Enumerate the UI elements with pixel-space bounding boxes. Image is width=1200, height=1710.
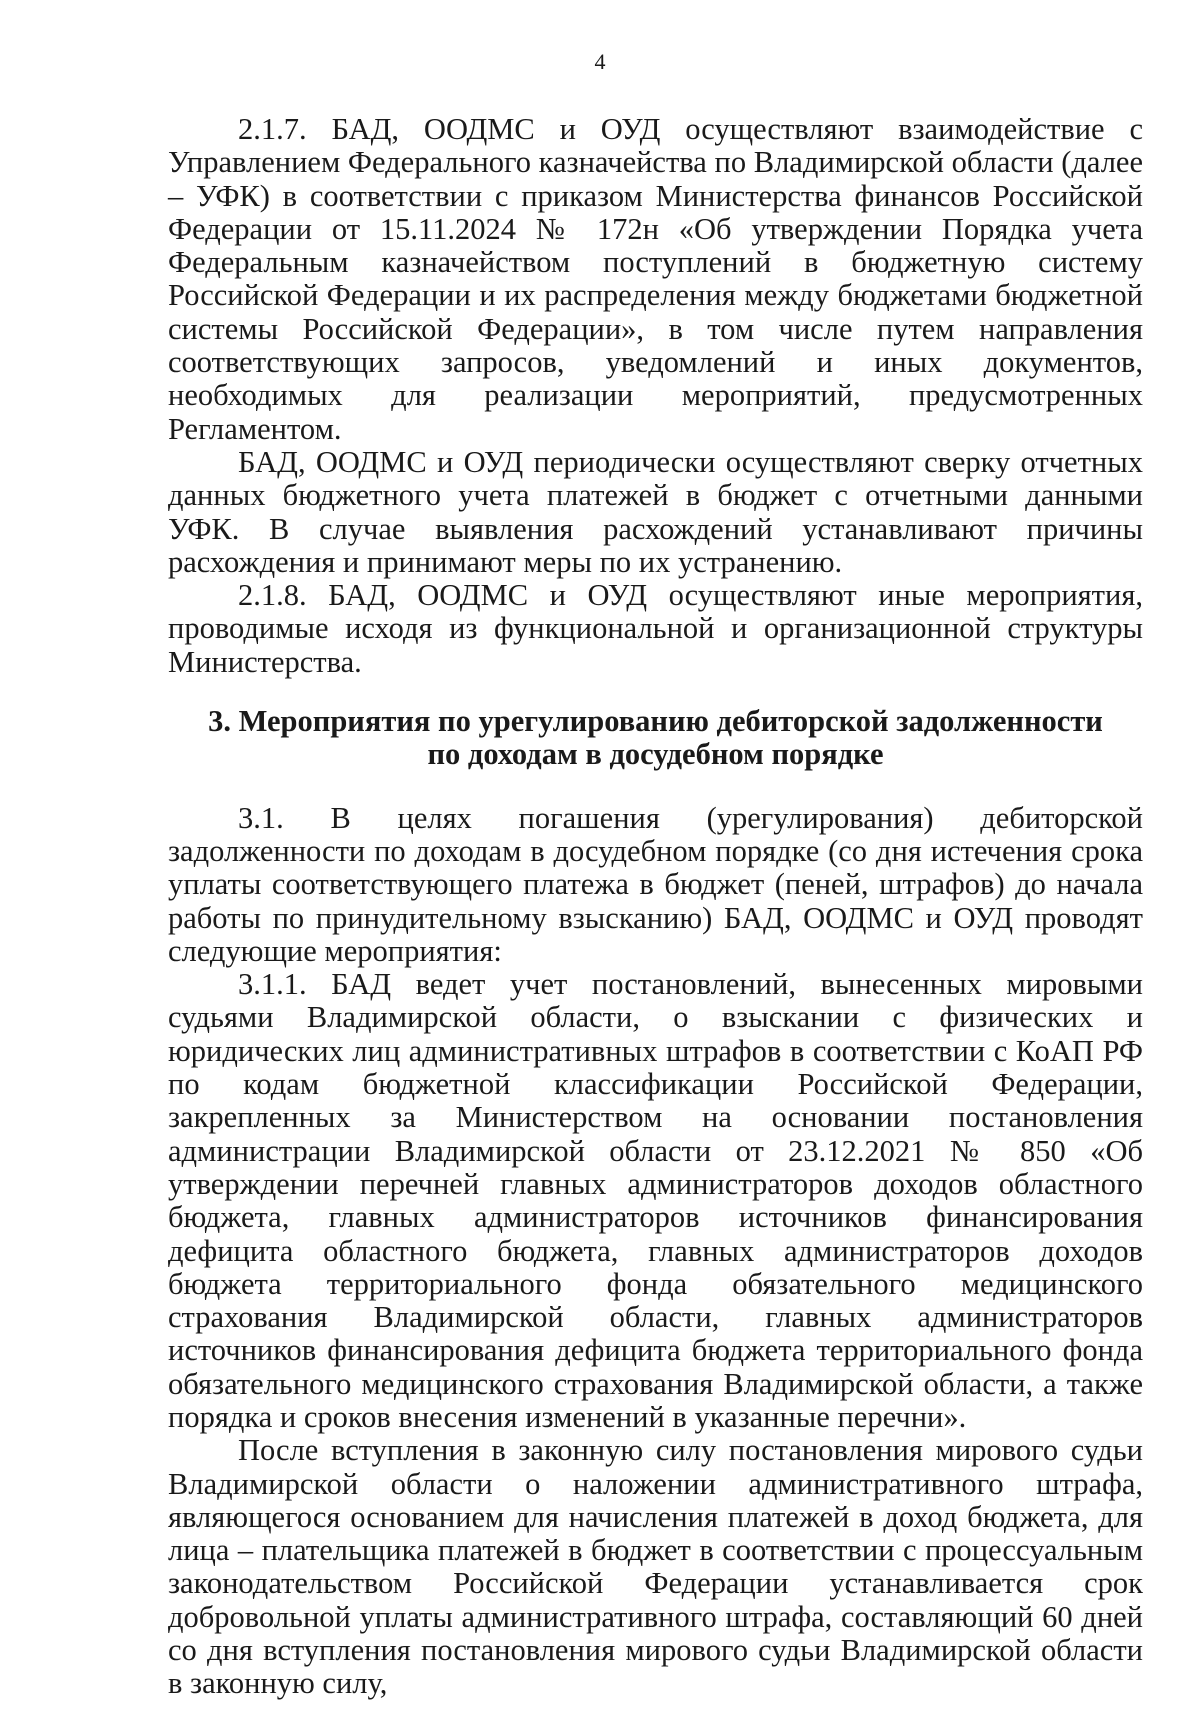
paragraph-3-1: 3.1. В целях погашения (урегулирования) дебиторской задолженности по доходам в досудебном порядке (со дня истечения срока уплаты соответствующего платежа в бюджет (пеней, штрафов) до начала работы по принудительному взысканию) БАД, ООДМС и ОУД проводят следующие мероприятия: xyxy=(168,800,1143,968)
page-number: 4 xyxy=(594,49,606,74)
section-3-heading xyxy=(168,705,1143,772)
paragraph-2-1-7: 2.1.7. БАД, ООДМС и ОУД осуществляют взаимодействие с Управлением Федерального казначейства по Владимирской области (далее – УФК) в соответствии с приказом Министерства финансов Российской Федерации от 15.11.2024 № 172н «Об утверждении Порядка учета Федеральным казначейством поступлений в бюджетную систему Российской Федерации и их распределения между бюджетами бюджетной системы Российской Федерации», в том числе путем направления соответствующих запросов, уведомлений и иных документов, необходимых для реализации мероприятий, предусмотренных Регламентом. xyxy=(168,112,1143,446)
paragraph-reconciliation: БАД, ООДМС и ОУД периодически осуществляют сверку отчетных данных бюджетного учета платежей в бюджет с отчетными данными УФК. В случае выявления расхождений устанавливают причины расхождения и принимают меры по их устранению. xyxy=(168,444,1143,579)
paragraph-2-1-8: 2.1.8. БАД, ООДМС и ОУД осуществляют иные мероприятия, проводимые исходя из функциональной и организационной структуры Министерства. xyxy=(168,578,1143,679)
document-body xyxy=(168,113,1143,1701)
section-3-heading-line2: по доходам в досудебном порядке xyxy=(427,737,884,772)
paragraph-3-1-1: 3.1.1. БАД ведет учет постановлений, вынесенных мировыми судьями Владимирской области, о взыскании с физических и юридических лиц административных штрафов в соответствии с КоАП РФ по кодам бюджетной классификации Российской Федерации, закрепленных за Министерством на основании постановления администрации Владимирской области от 23.12.2021 № 850 «Об утверждении перечней главных администраторов доходов областного бюджета, главных администраторов источников финансирования дефицита областного бюджета, главных администраторов доходов бюджета территориального фонда обязательного медицинского страхования Владимирской области, главных администраторов источников финансирования дефицита бюджета территориального фонда обязательного медицинского страхования Владимирской области, а также порядка и сроков внесения изменений в указанные перечни». xyxy=(168,967,1143,1434)
paragraph-after-entry-into-force: После вступления в законную силу постановления мирового судьи Владимирской области о наложении административного штрафа, являющегося основанием для начисления платежей в доход бюджета, для лица – плательщика платежей в бюджет в соответствии с процессуальным законодательством Российской Федерации устанавливается срок добровольной уплаты административного штрафа, составляющий 60 дней со дня вступления постановления мирового судьи Владимирской области в законную силу, xyxy=(168,1433,1143,1701)
section-3-heading-line1: 3. Мероприятия по урегулированию дебиторской задолженности xyxy=(208,704,1103,739)
